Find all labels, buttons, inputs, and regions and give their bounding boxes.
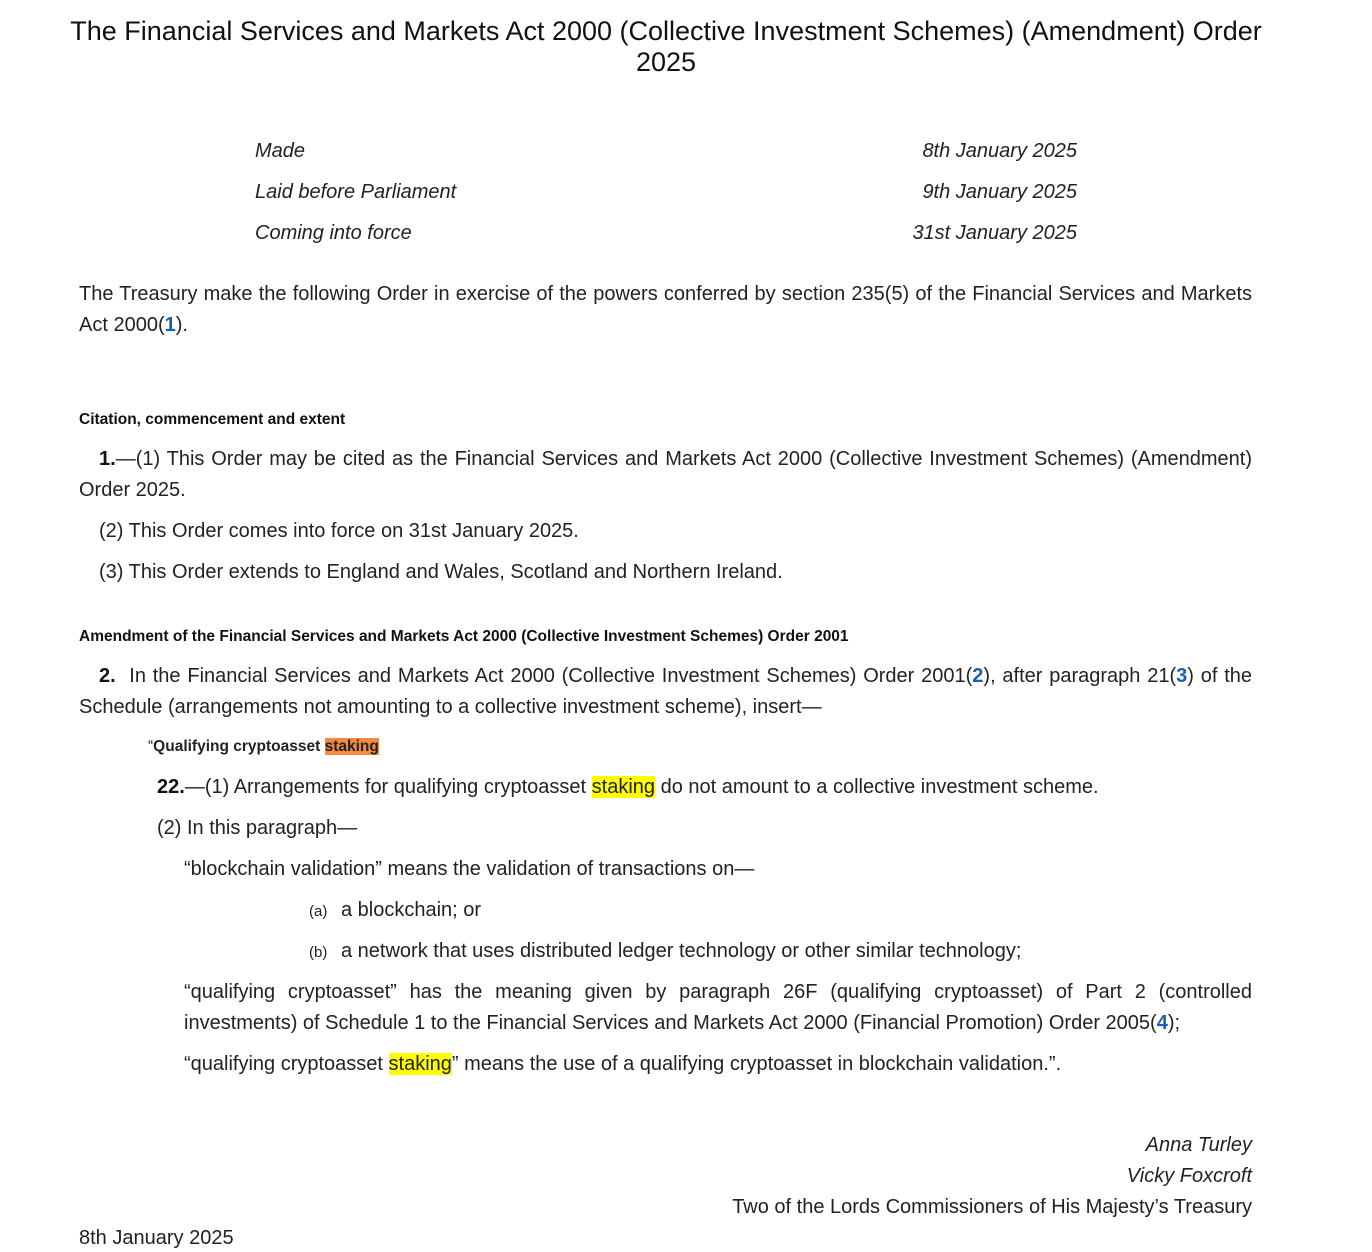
list-label: (b)	[309, 944, 328, 961]
footnote-link-4[interactable]: 4	[1156, 1012, 1168, 1034]
section-number: 2.	[99, 665, 116, 687]
date-label: Laid before Parliament	[255, 181, 457, 203]
section-2-para	[79, 661, 1252, 723]
date-value: 31st January 2025	[912, 222, 1077, 244]
section-2-text-b: ), after paragraph 21(	[983, 665, 1177, 687]
section-number: 1.	[99, 448, 116, 470]
footnote-link-3[interactable]: 3	[1176, 665, 1188, 687]
signatory-role: Two of the Lords Commissioners of His Majesty’s Treasury	[732, 1196, 1252, 1218]
list-item-a	[309, 896, 481, 926]
date-row-made	[255, 137, 1077, 178]
signatory-name: Anna Turley	[1145, 1134, 1252, 1156]
definition-pre: “qualifying cryptoasset	[184, 1053, 389, 1075]
date-label: Made	[255, 140, 306, 162]
preamble-text: The Treasury make the following Order in exercise of the powers conferred by section 235(5) of the Financial Services and Markets Act 2000(	[79, 283, 1252, 336]
section-2-text-a: In the Financial Services and Markets Act 2000 (Collective Investment Schemes) Order 2001(	[129, 665, 973, 687]
inserted-p1-post: do not amount to a collective investment scheme.	[655, 776, 1099, 798]
inserted-para-2: (2) In this paragraph—	[157, 817, 358, 839]
search-highlight: staking	[388, 1053, 452, 1075]
list-item-b	[309, 937, 1021, 967]
section-2-text-c: ) of the Schedule (arrangements not amounting to a collective investment scheme), insert—	[79, 665, 1252, 718]
open-quote: “	[148, 738, 154, 755]
footnote-link-2[interactable]: 2	[972, 665, 984, 687]
section-2-heading: Amendment of the Financial Services and Markets Act 2000 (Collective Investment Schemes) Order 2001	[79, 628, 849, 645]
list-text: a network that uses distributed ledger technology or other similar technology;	[341, 940, 1022, 962]
definition-qualifying-cryptoasset	[184, 977, 1252, 1039]
inserted-heading-text: Qualifying cryptoasset	[153, 738, 325, 755]
section-1-p1-text: —(1) This Order may be cited as the Financial Services and Markets Act 2000 (Collective Investment Schemes) (Amendment) Order 2025.	[79, 448, 1252, 501]
inserted-heading	[148, 736, 379, 758]
definition-blockchain-validation: “blockchain validation” means the validation of transactions on—	[184, 858, 755, 880]
paragraph-number: 22.	[157, 776, 185, 798]
list-label: (a)	[309, 903, 328, 920]
preamble-end: ).	[175, 314, 188, 336]
signature-block	[732, 1130, 1252, 1223]
inserted-p1-pre: —(1) Arrangements for qualifying cryptoasset	[184, 776, 592, 798]
date-label: Coming into force	[255, 222, 412, 244]
date-value: 8th January 2025	[922, 140, 1077, 162]
preamble	[79, 279, 1252, 341]
date-row-coming-into-force	[255, 219, 1077, 260]
footnote-link-1[interactable]: 1	[164, 314, 176, 336]
definition-post: ” means the use of a qualifying cryptoasset in blockchain validation.”.	[451, 1053, 1062, 1075]
date-value: 9th January 2025	[922, 181, 1077, 203]
signatory-name: Vicky Foxcroft	[1126, 1165, 1252, 1187]
search-highlight-current: staking	[324, 738, 379, 755]
section-1-para-2: (2) This Order comes into force on 31st January 2025.	[99, 520, 579, 542]
page-title: The Financial Services and Markets Act 2000 (Collective Investment Schemes) (Amendment) Order 2025	[70, 16, 1262, 77]
dates-table	[255, 137, 1077, 260]
signature-date: 8th January 2025	[79, 1227, 234, 1249]
definition-qualifying-cryptoasset-staking	[184, 1050, 1061, 1078]
list-text: a blockchain; or	[341, 899, 482, 921]
section-1-para-3: (3) This Order extends to England and Wales, Scotland and Northern Ireland.	[99, 561, 783, 583]
date-row-laid	[255, 178, 1077, 219]
inserted-para-1	[157, 773, 1099, 801]
section-1-heading: Citation, commencement and extent	[79, 411, 346, 428]
definition-end: );	[1167, 1012, 1181, 1034]
section-1-para-1	[79, 444, 1252, 506]
search-highlight: staking	[591, 776, 656, 798]
definition-text: “qualifying cryptoasset” has the meaning given by paragraph 26F (qualifying cryptoasset) of Part 2 (controlled investments) of Schedule 1 to the Financial Services and Markets Act 2000 (Financial Promotion) Order 2005(	[184, 981, 1252, 1034]
